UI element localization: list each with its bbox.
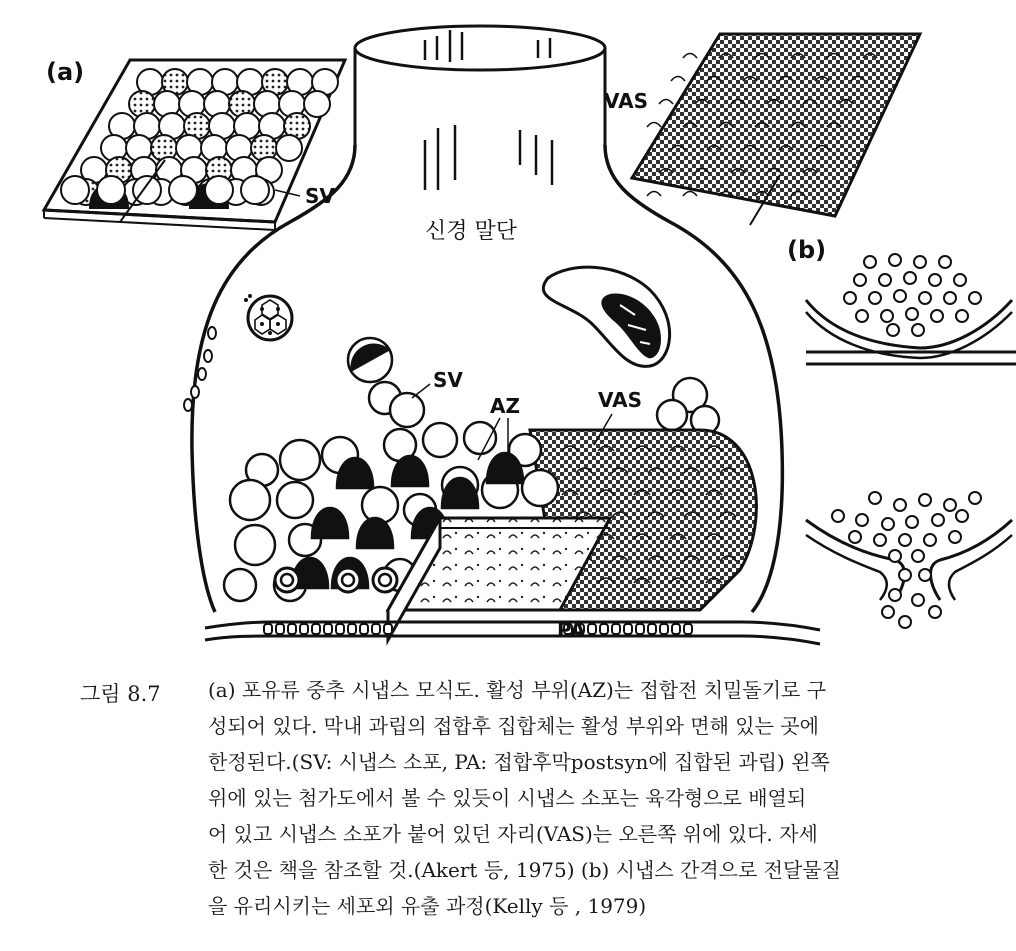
vesicle (944, 499, 956, 511)
vesicle (882, 518, 894, 530)
caption-line: 성되어 있다. 막내 과립의 접합후 집합체는 활성 부위와 면해 있는 곳에 (208, 714, 819, 738)
dense-projection (312, 508, 348, 538)
caption-line: 어 있고 시냅스 소포가 붙어 있던 자리(VAS)는 오른쪽 위에 있다. 자세 (208, 822, 818, 846)
panel-a-label: (a) (46, 58, 85, 86)
vesicle (869, 292, 881, 304)
vas-mark (683, 54, 697, 59)
vesicle (849, 531, 861, 543)
vesicle (944, 292, 956, 304)
vas-mark (659, 100, 673, 105)
coated-vesicle (244, 294, 292, 340)
vesicle (969, 492, 981, 504)
membrane-particle (588, 624, 596, 634)
vesicle (856, 310, 868, 322)
membrane-particle (372, 624, 380, 634)
membrane-particle (276, 624, 284, 634)
synaptic-vesicle (280, 440, 320, 480)
vas-mark (647, 123, 661, 128)
membrane-particle (264, 624, 272, 634)
sv-label-inset: SV (305, 184, 335, 208)
vesicle (904, 272, 916, 284)
vesicle (879, 274, 891, 286)
vas-mark (671, 77, 685, 82)
membrane-particle (324, 624, 332, 634)
membrane-particle (648, 624, 656, 634)
figure-number: 그림 8.7 (80, 682, 161, 706)
caption-line: 을 유리시키는 세포외 유출 과정(Kelly 등 , 1979) (208, 894, 647, 918)
vesicle (929, 606, 941, 618)
sv-inset-vesicle (205, 176, 233, 204)
postsynaptic-membrane (205, 622, 820, 644)
membrane-particle (288, 624, 296, 634)
mitochondrion (543, 267, 669, 366)
vesicle (912, 594, 924, 606)
synaptic-vesicle (235, 525, 275, 565)
vas-inset (632, 34, 920, 225)
vesicle (874, 534, 886, 546)
sv-inset-vesicle (241, 176, 269, 204)
figure-caption (0, 672, 1016, 942)
synaptic-vesicle (277, 482, 313, 518)
vesicle (939, 256, 951, 268)
vesicle (899, 616, 911, 628)
sv-inset-vesicle (61, 176, 89, 204)
vesicle (949, 531, 961, 543)
pa-label: PA (557, 618, 586, 642)
vesicle (912, 324, 924, 336)
membrane-particle (636, 624, 644, 634)
vesicles-before (844, 254, 981, 336)
vesicle (912, 550, 924, 562)
panel-b-label: (b) (787, 236, 827, 264)
postsynaptic-particles (264, 624, 692, 634)
synaptic-vesicle (423, 423, 457, 457)
vesicle (919, 569, 931, 581)
synaptic-vesicle (362, 487, 398, 523)
membrane-particle (672, 624, 680, 634)
docked-vesicle-core (281, 574, 293, 586)
caption-line: 한 것은 책을 참조할 것.(Akert 등, 1975) (b) 시냅스 간격으로 전달물질 (208, 858, 841, 882)
membrane-particle (624, 624, 632, 634)
vesicle (889, 254, 901, 266)
membrane-particle (336, 624, 344, 634)
vesicle (906, 308, 918, 320)
sv-inset (44, 60, 345, 230)
synaptic-vesicle (224, 569, 256, 601)
vesicle (924, 534, 936, 546)
az-label: AZ (490, 394, 520, 418)
synaptic-vesicle (522, 470, 558, 506)
active-zone-block (224, 422, 756, 640)
vesicles-released (832, 492, 981, 628)
vesicle (894, 499, 906, 511)
vesicle (954, 274, 966, 286)
membrane-particle (360, 624, 368, 634)
membrane-particle (684, 624, 692, 634)
sv-inset-vesicle (276, 135, 302, 161)
small-vesicles-left (184, 327, 216, 411)
sv-inset-vesicle (169, 176, 197, 204)
nerve-terminal-label: 신경 말단 (425, 219, 518, 244)
vesicle (832, 510, 844, 522)
membrane-particle (384, 624, 392, 634)
caption-line: 위에 있는 첨가도에서 볼 수 있듯이 시냅스 소포는 육각형으로 배열되 (208, 786, 807, 810)
vesicle (887, 324, 899, 336)
membrane-particle (600, 624, 608, 634)
sv-label-center: SV (433, 368, 463, 392)
vas-label-inset: VAS (604, 89, 649, 113)
docked-vesicle-core (342, 574, 354, 586)
axon-cylinder (355, 26, 605, 190)
vesicle (844, 292, 856, 304)
vesicle (854, 274, 866, 286)
vesicle (906, 516, 918, 528)
synaptic-vesicle (464, 422, 496, 454)
vesicle (899, 534, 911, 546)
sv-inset-vesicle (304, 91, 330, 117)
vesicle (881, 310, 893, 322)
docked-vesicle-core (379, 574, 391, 586)
membrane-particle (312, 624, 320, 634)
caption-line: (a) 포유류 중추 시냅스 모식도. 활성 부위(AZ)는 접합전 치밀돌기로 구 (208, 678, 827, 702)
membrane-particle (300, 624, 308, 634)
sv-inset-vesicle (97, 176, 125, 204)
caption-text (208, 672, 988, 924)
synaptic-vesicle (230, 480, 270, 520)
vesicle (889, 589, 901, 601)
vas-mark (647, 192, 661, 197)
caption-line: 한정된다.(SV: 시냅스 소포, PA: 접합후막postsyn에 집합된 과립) 왼쪽 (208, 750, 830, 774)
vesicle (929, 274, 941, 286)
vesicle (956, 310, 968, 322)
membrane-particle (348, 624, 356, 634)
vas-mark (683, 192, 697, 197)
vesicle (864, 256, 876, 268)
vesicle (869, 492, 881, 504)
vesicle (932, 514, 944, 526)
vesicle (882, 606, 894, 618)
vesicle (856, 514, 868, 526)
vesicle (919, 292, 931, 304)
vesicle (956, 510, 968, 522)
vesicle (899, 569, 911, 581)
vesicle (894, 290, 906, 302)
vesicle (919, 494, 931, 506)
membrane-particle (660, 624, 668, 634)
exocytosis-during (806, 520, 1012, 600)
vesicle (969, 292, 981, 304)
vesicle (914, 256, 926, 268)
membrane-particle (612, 624, 620, 634)
vas-label-center: VAS (598, 388, 643, 412)
vesicle (931, 310, 943, 322)
vesicle (889, 550, 901, 562)
